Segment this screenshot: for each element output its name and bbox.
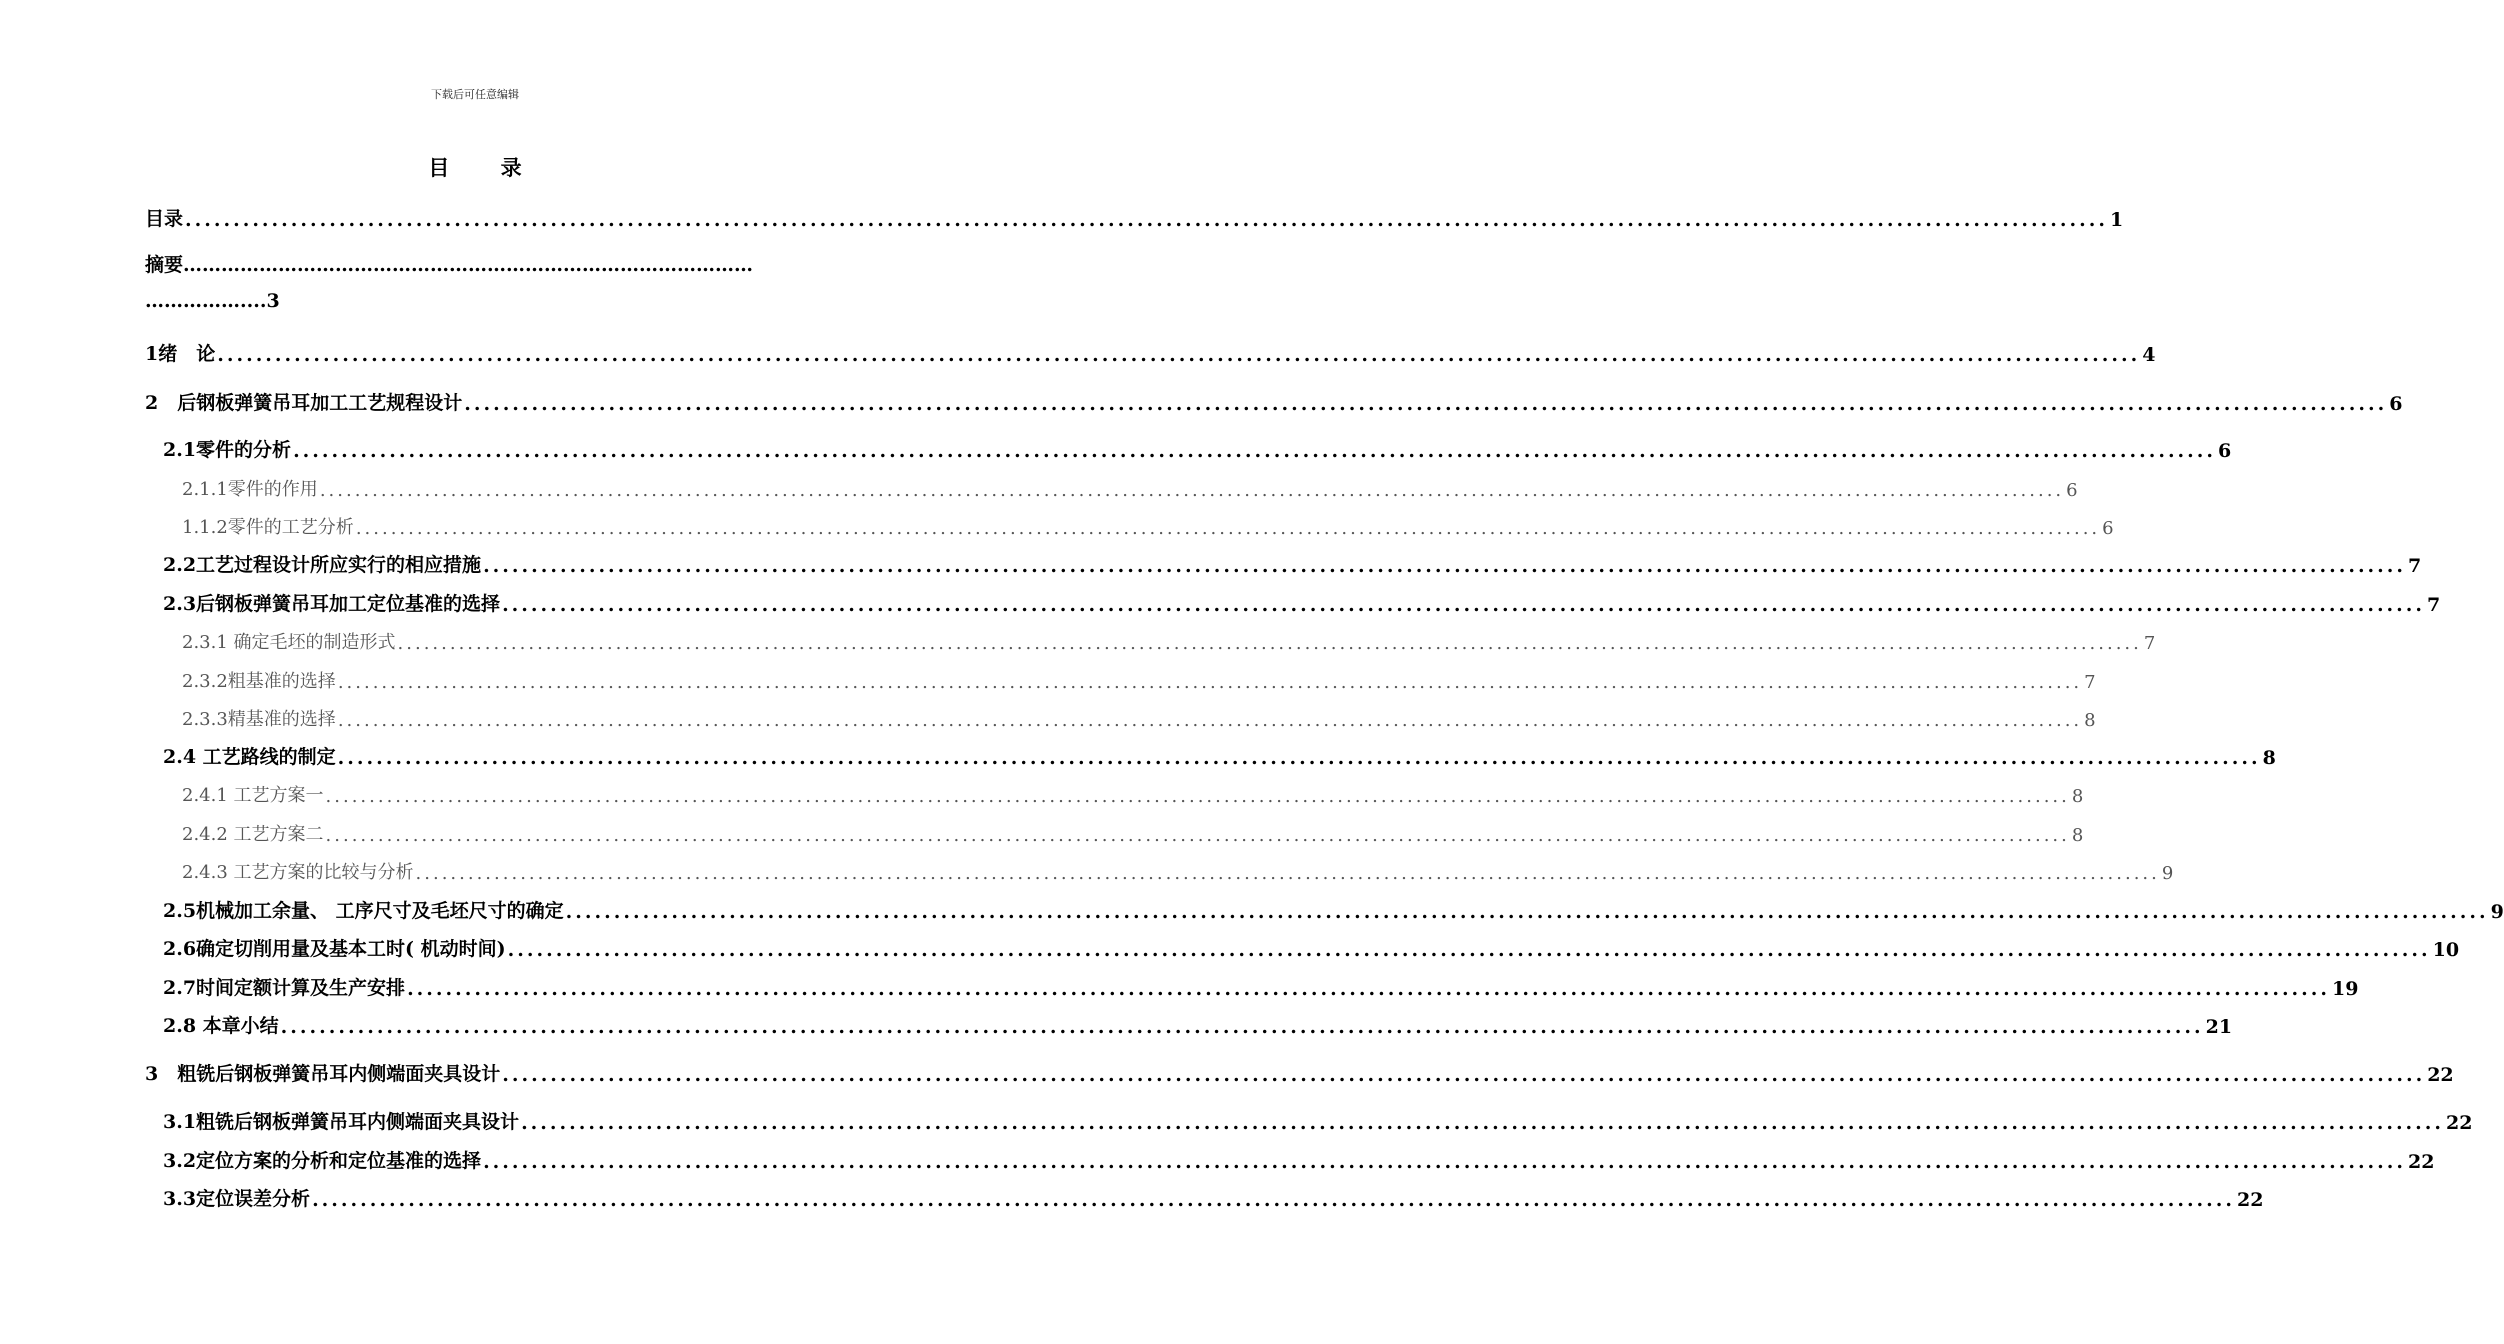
toc-entry-label: 3.2定位方案的分析和定位基准的选择 (163, 1150, 482, 1172)
toc-entry-label: 2.4.1 工艺方案一 (182, 785, 324, 806)
toc-entry-label: 3.3定位误差分析 (163, 1188, 311, 1210)
toc-entry-label: 目录 (145, 208, 184, 230)
toc-entry-label: 2.2工艺过程设计所应实行的相应措施 (163, 554, 482, 576)
toc-entry-page: 22 (2237, 1189, 2264, 1211)
toc-entry-page: 7 (2427, 594, 2441, 616)
toc-entry-page: 8 (2071, 825, 2084, 846)
toc-leader: ........................................................................................................................................................................................................ (502, 594, 2426, 616)
toc-leader: ........................................................................................................................................................................................................ (565, 901, 2489, 923)
toc-leader: ........................................................................................................................................................................................................ (337, 710, 2083, 731)
page-title: 目 录 (428, 155, 544, 180)
toc-entry-label: 2.1零件的分析 (163, 439, 292, 461)
toc-entry[interactable] (163, 1010, 2233, 1038)
toc-entry-label: 2 后钢板弹簧吊耳加工工艺规程设计 (145, 392, 463, 414)
toc-entry-page: 7 (2084, 672, 2096, 693)
toc-entry-label: 摘要 (145, 254, 184, 276)
toc-entry-label: 2.3后钢板弹簧吊耳加工定位基准的选择 (163, 593, 501, 615)
toc-entry[interactable] (163, 933, 2460, 961)
toc-entry[interactable] (145, 338, 2156, 366)
toc-leader: ........................................................................................................................................................................................................ (407, 978, 2331, 1000)
toc-entry[interactable] (163, 1106, 2473, 1134)
toc-leader: ........................................................................................................................................................................................................ (185, 209, 2108, 231)
toc-leader: ........................................................................................................................................................................................................ (337, 747, 2261, 769)
toc-entry-label: 2.7时间定额计算及生产安排 (163, 977, 406, 999)
toc-leader: ........................................................................................................................................................................................................ (325, 825, 2070, 846)
toc-leader: ........................................................................................................................................................................................................ (464, 393, 2388, 415)
toc-entry[interactable] (145, 203, 2124, 231)
toc-entry-page: 6 (2066, 480, 2078, 501)
header-note: 下载后可任意编辑 (431, 88, 519, 101)
toc-entry-label: 2.4.3 工艺方案的比较与分析 (182, 862, 414, 883)
toc-entry[interactable] (163, 1183, 2264, 1211)
toc-leader: ........................................................................................................................................................................................................ (483, 1151, 2407, 1173)
toc-entry-label: 2.3.2粗基准的选择 (182, 671, 336, 692)
toc-entry[interactable] (163, 741, 2276, 769)
toc-entry[interactable] (182, 856, 2174, 884)
toc-entry-page: 8 (2071, 786, 2084, 807)
toc-entry-page: 9 (2161, 863, 2174, 884)
toc-leader: ........................................................................................................................................................................................................ (502, 1064, 2426, 1086)
toc-entry[interactable] (163, 1145, 2435, 1173)
toc-entry[interactable] (182, 779, 2084, 807)
toc-leader: ........................................................................................................................................................................................................ (483, 555, 2407, 577)
toc-entry-label: 2.8 本章小结 (163, 1015, 279, 1037)
toc-entry-page: 4 (2142, 344, 2156, 366)
toc-leader: …………… (145, 290, 240, 312)
toc-leader: ........................................................................................................................................................................................................ (355, 518, 2101, 539)
toc-leader: ........................................................................................................................................................................................................ (217, 344, 2141, 366)
toc-entry-page: 19 (2332, 978, 2359, 1000)
toc-entry[interactable] (182, 626, 2156, 654)
toc-entry-abstract-continued (145, 290, 280, 318)
toc-entry-page: 6 (2389, 393, 2403, 415)
toc-entry-page: 8 (2084, 710, 2096, 731)
toc-entry-label: 2.5机械加工余量、 工序尺寸及毛坯尺寸的确定 (163, 900, 564, 922)
toc-entry[interactable] (182, 511, 2114, 539)
toc-leader: ……………………………………………………………………………… (183, 254, 754, 276)
toc-entry[interactable] (163, 588, 2441, 616)
toc-entry-abstract[interactable] (145, 250, 805, 280)
toc-entry[interactable] (163, 549, 2422, 577)
toc-leader: ........................................................................................................................................................................................................ (415, 863, 2160, 884)
toc-entry-page: 7 (2408, 555, 2422, 577)
toc-entry[interactable] (182, 473, 2078, 501)
toc-entry-page: 7 (2143, 633, 2156, 654)
toc-leader: ........................................................................................................................................................................................................ (325, 786, 2070, 807)
toc-leader: ........................................................................................................................................................................................................ (337, 672, 2083, 693)
toc-entry[interactable] (182, 665, 2096, 693)
toc-entry-page: 9 (2490, 901, 2504, 923)
toc-entry-page: 1 (2109, 209, 2124, 231)
toc-entry[interactable] (163, 972, 2359, 1000)
toc-entry-label: 2.4.2 工艺方案二 (182, 824, 324, 845)
toc-entry[interactable] (163, 434, 2232, 462)
toc-leader: ........................................................................................................................................................................................................ (507, 939, 2431, 961)
toc-entry-page: ....3 (240, 290, 280, 312)
toc-entry-label: 1绪 论 (145, 343, 216, 365)
toc-entry-label: 2.3.1 确定毛坯的制造形式 (182, 632, 396, 653)
toc-entry-page: 6 (2218, 440, 2232, 462)
toc-entry[interactable] (145, 387, 2403, 415)
toc-entry[interactable] (145, 1058, 2454, 1086)
toc-entry-page: 22 (2427, 1064, 2454, 1086)
toc-leader: ........................................................................................................................................................................................................ (312, 1189, 2236, 1211)
toc-leader: ........................................................................................................................................................................................................ (280, 1016, 2204, 1038)
toc-entry[interactable] (163, 895, 2504, 923)
toc-entry-page: 22 (2408, 1151, 2435, 1173)
toc-leader: ........................................................................................................................................................................................................ (293, 440, 2217, 462)
toc-leader: ........................................................................................................................................................................................................ (397, 633, 2142, 654)
toc-leader: ........................................................................................................................................................................................................ (319, 480, 2065, 501)
toc-entry-label: 3 粗铣后钢板弹簧吊耳内侧端面夹具设计 (145, 1063, 501, 1085)
toc-entry-label: 2.3.3精基准的选择 (182, 709, 336, 730)
toc-entry-label: 3.1粗铣后钢板弹簧吊耳内侧端面夹具设计 (163, 1111, 520, 1133)
toc-entry-label: 1.1.2零件的工艺分析 (182, 517, 354, 538)
toc-leader: ........................................................................................................................................................................................................ (521, 1112, 2445, 1134)
toc-entry-page: 21 (2205, 1016, 2233, 1038)
toc-entry-page: 8 (2262, 747, 2276, 769)
toc-entry-page: 10 (2432, 939, 2460, 961)
toc-entry-page: 6 (2102, 518, 2114, 539)
toc-entry-label: 2.4 工艺路线的制定 (163, 746, 336, 768)
toc-entry-page: 22 (2446, 1112, 2473, 1134)
toc-entry-label: 2.6确定切削用量及基本工时( 机动时间) (163, 938, 506, 960)
toc-entry[interactable] (182, 703, 2096, 731)
toc-entry-label: 2.1.1零件的作用 (182, 479, 318, 500)
toc-entry[interactable] (182, 818, 2084, 846)
